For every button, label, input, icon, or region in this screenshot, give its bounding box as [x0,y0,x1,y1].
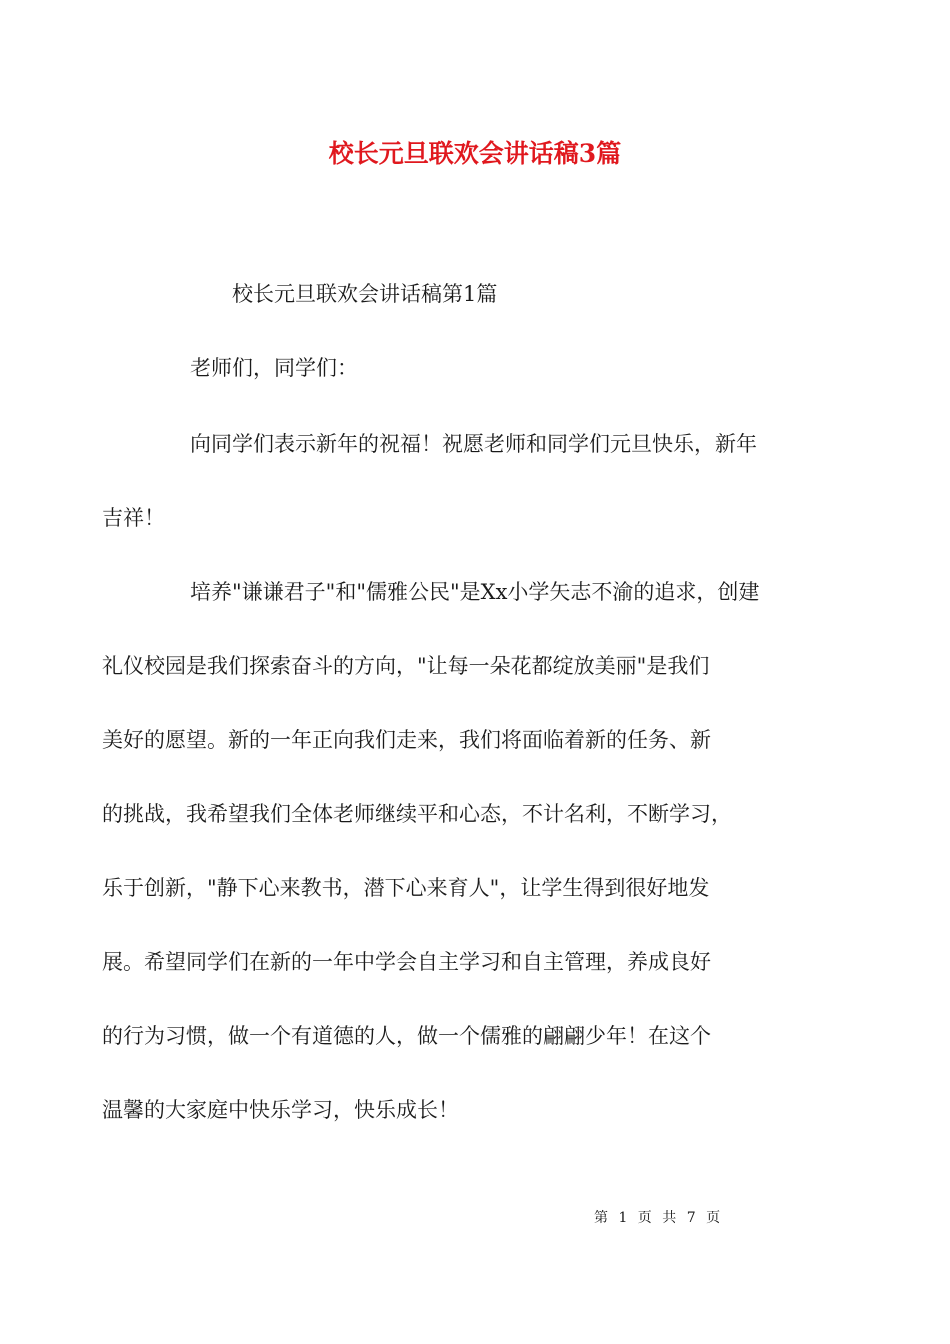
paragraph-line: 的挑战，我希望我们全体老师继续平和心态，不计名利，不断学习， [102,802,732,826]
paragraph-2 [102,555,810,1147]
paragraph-line: 展。希望同学们在新的一年中学会自主学习和自主管理，养成良好 [102,950,711,974]
document-title: 校长元旦联欢会讲话稿3篇 [328,139,622,168]
greeting: 老师们，同学们： [190,356,358,380]
paragraph-line: 向同学们表示新年的祝福！祝愿老师和同学们元旦快乐，新年 [190,432,757,456]
paragraph-line: 温馨的大家庭中快乐学习，快乐成长！ [102,1098,459,1122]
paragraph-line: 乐于创新，"静下心来教书，潜下心来育人"，让学生得到很好地发 [102,876,710,900]
paragraph-line: 吉祥！ [102,506,165,530]
paragraph-line: 礼仪校园是我们探索奋斗的方向，"让每一朵花都绽放美丽"是我们 [102,654,710,678]
paragraph-1 [102,407,810,555]
paragraph-line: 的行为习惯，做一个有道德的人，做一个儒雅的翩翩少年！在这个 [102,1024,711,1048]
paragraph-line: 美好的愿望。新的一年正向我们走来，我们将面临着新的任务、新 [102,728,711,752]
page-number: 第 1 页 共 7 页 [594,1210,721,1226]
paragraph-line: 培养"谦谦君子"和"儒雅公民"是Xx小学矢志不渝的追求，创建 [190,580,760,604]
section-heading: 校长元旦联欢会讲话稿第1篇 [232,282,498,306]
